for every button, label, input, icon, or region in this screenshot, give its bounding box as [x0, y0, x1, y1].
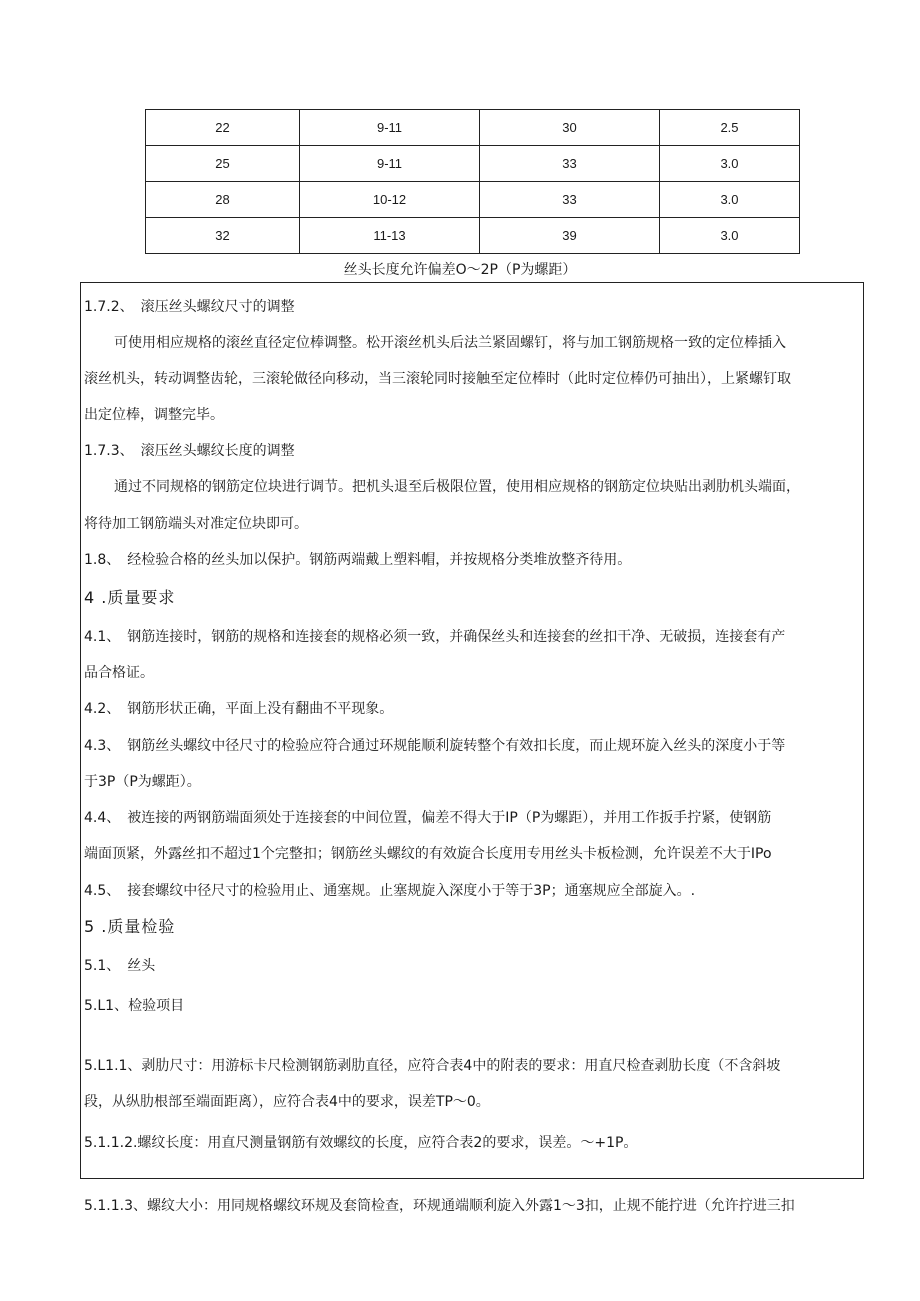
table-row [146, 110, 800, 146]
table-row [146, 218, 800, 254]
paragraph-line: 段，从纵肋根部至端面距离），应符合表4中的要求，误差TP～0。 [84, 1094, 490, 1110]
table-cell: 32 [146, 218, 300, 254]
table-cell: 25 [146, 146, 300, 182]
table-cell: 11-13 [300, 218, 480, 254]
table-cell: 28 [146, 182, 300, 218]
table-cell: 3.0 [660, 182, 800, 218]
item-4-4: 4.4、 被连接的两钢筋端面须处于连接套的中间位置，偏差不得大于IP（P为螺距），并用工作扳手拧紧，使钢筋 [84, 810, 772, 826]
table-cell: 3.0 [660, 218, 800, 254]
paragraph-line: 将待加工钢筋端头对准定位块即可。 [84, 516, 308, 532]
table-cell: 30 [480, 110, 660, 146]
section-heading-quality-requirements: 4 .质量要求 [84, 588, 176, 607]
table-row [146, 182, 800, 218]
paragraph-line: 可使用相应规格的滚丝直径定位棒调整。松开滚丝机头后法兰紧固螺钉，将与加工钢筋规格一致的定位棒插入 [114, 335, 786, 351]
table-cell: 33 [480, 182, 660, 218]
paragraph-line: 滚丝机头，转动调整齿轮，三滚轮做径向移动，当三滚轮同时接触至定位棒时（此时定位棒仍可抽出），上紧螺钉取 [84, 371, 791, 387]
item-5-1-1-2: 5.1.1.2.螺纹长度：用直尺测量钢筋有效螺纹的长度，应符合表2的要求，误差。～+1P。 [84, 1135, 638, 1151]
item-1-8: 1.8、 经检验合格的丝头加以保护。钢筋两端戴上塑料帽，并按规格分类堆放整齐待用。 [84, 552, 632, 568]
item-5-1: 5.1、 丝头 [84, 958, 156, 974]
paragraph-line: 通过不同规格的钢筋定位块进行调节。把机头退至后极限位置，使用相应规格的钢筋定位块贴出剥肋机头端面， [114, 479, 800, 495]
item-4-3: 4.3、 钢筋丝头螺纹中径尺寸的检验应符合通过环规能顺利旋转整个有效扣长度，而止规环旋入丝头的深度小于等 [84, 738, 786, 754]
section-heading-1-7-3: 1.7.3、 滚压丝头螺纹长度的调整 [84, 443, 295, 459]
paragraph-line: 于3P（P为螺距）。 [84, 774, 201, 790]
item-4-5: 4.5、 接套螺纹中径尺寸的检验用止、通塞规。止塞规旋入深度小于等于3P；通塞规应全部旋入。. [84, 883, 696, 899]
table-cell: 9-11 [300, 146, 480, 182]
item-4-1: 4.1、 钢筋连接时，钢筋的规格和连接套的规格必须一致，并确保丝头和连接套的丝扣干净、无破损，连接套有产 [84, 629, 786, 645]
table-cell: 10-12 [300, 182, 480, 218]
paragraph-line: 端面顶紧，外露丝扣不超过1个完整扣；钢筋丝头螺纹的有效旋合长度用专用丝头卡板检测，允许误差不大于IPo [84, 846, 772, 862]
table-cell: 2.5 [660, 110, 800, 146]
table-row [146, 146, 800, 182]
item-5-1-1-3: 5.1.1.3、螺纹大小：用同规格螺纹环规及套筒检查，环规通端顺利旋入外露1～3扣，止规不能拧进（允许拧进三扣 [84, 1198, 795, 1214]
item-4-2: 4.2、 钢筋形状正确，平面上没有翻曲不平现象。 [84, 701, 394, 717]
paragraph-line: 品合格证。 [84, 665, 154, 681]
item-5-1-1-1: 5.L1.1、剥肋尺寸：用游标卡尺检测钢筋剥肋直径，应符合表4中的附表的要求：用直尺检查剥肋长度（不含斜坡 [84, 1058, 781, 1074]
spec-table [145, 109, 800, 254]
table-cell: 9-11 [300, 110, 480, 146]
item-5-1-1: 5.L1、检验项目 [84, 998, 185, 1014]
table-caption: 丝头长度允许偏差O～2P（P为螺距） [343, 262, 577, 278]
paragraph-line: 出定位棒，调整完毕。 [84, 407, 224, 423]
table-cell: 22 [146, 110, 300, 146]
section-heading-1-7-2: 1.7.2、 滚压丝头螺纹尺寸的调整 [84, 299, 295, 315]
table-cell: 39 [480, 218, 660, 254]
section-heading-quality-inspection: 5 .质量检验 [84, 917, 176, 936]
table-cell: 33 [480, 146, 660, 182]
table-cell: 3.0 [660, 146, 800, 182]
